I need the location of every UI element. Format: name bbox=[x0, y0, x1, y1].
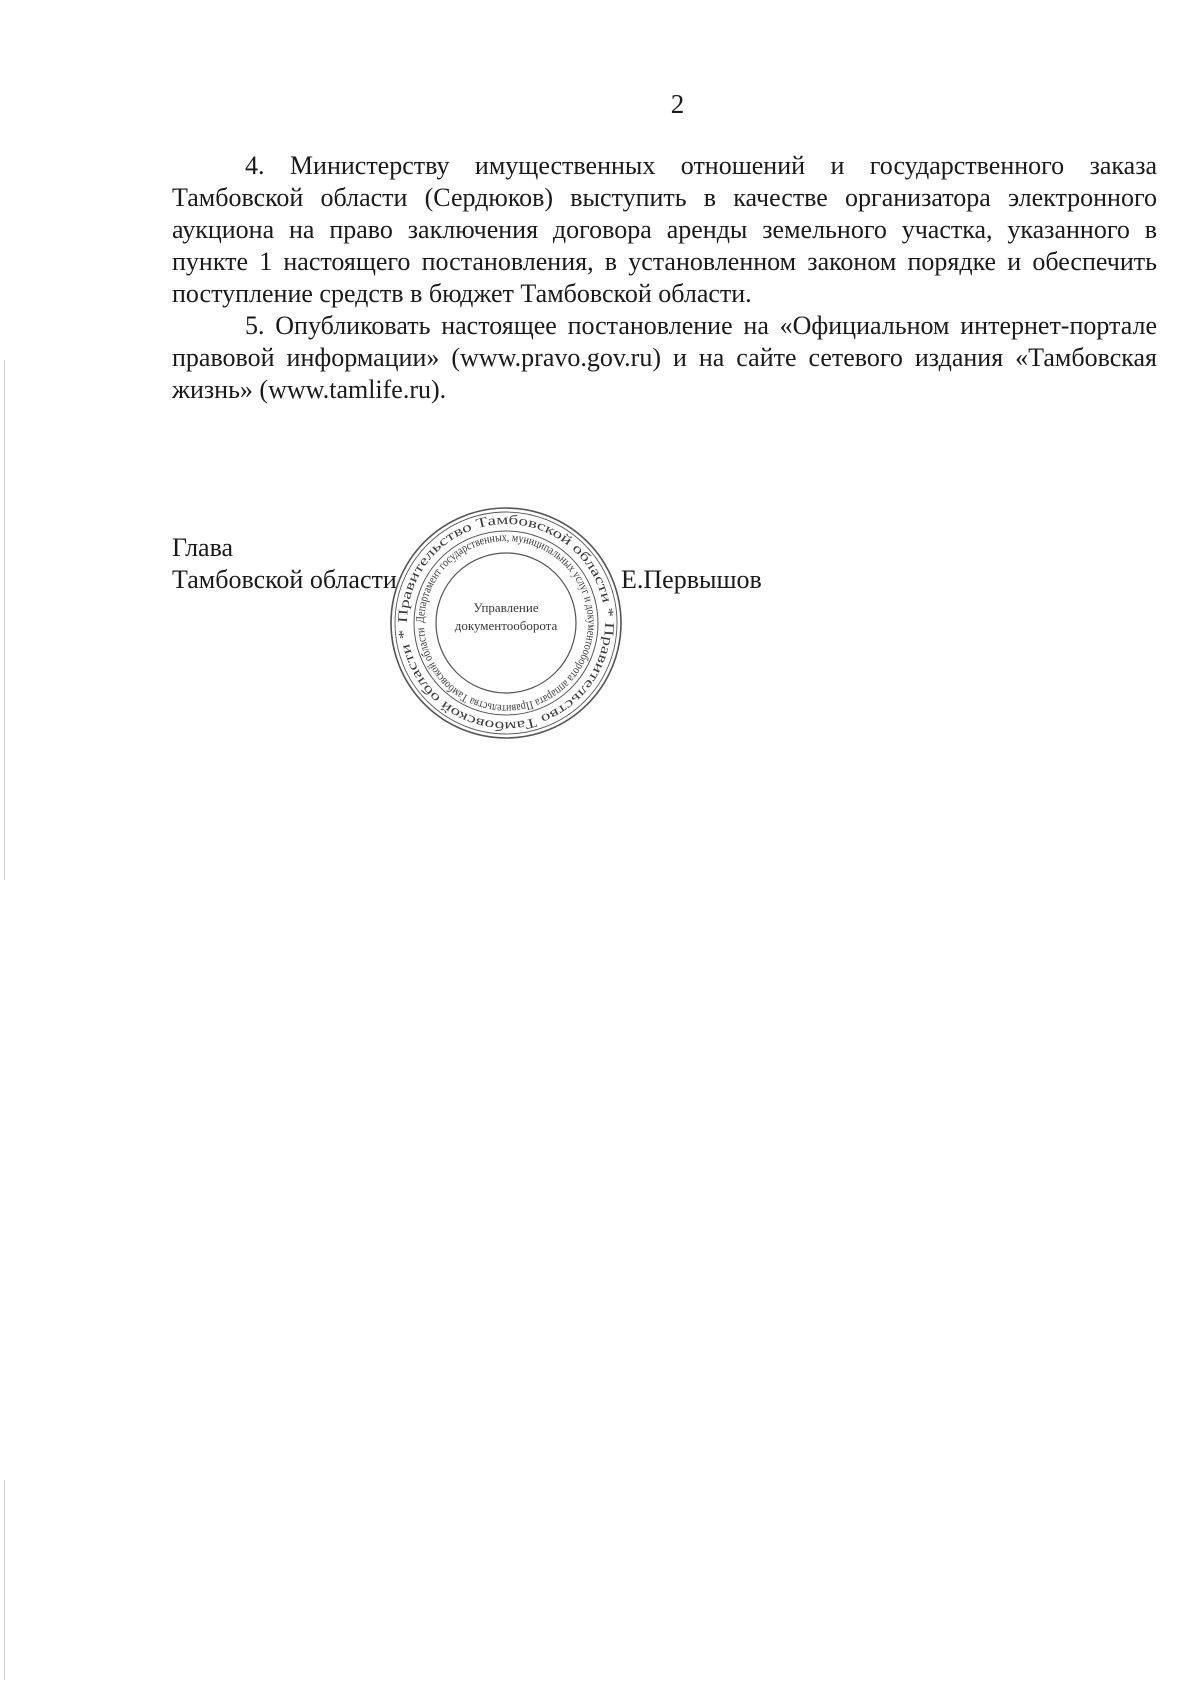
page-number: 2 bbox=[670, 89, 685, 119]
seal-center-line2: документооборота bbox=[454, 618, 558, 633]
signatory-title-line2: Тамбовской области bbox=[172, 565, 397, 594]
document-body bbox=[172, 150, 1157, 406]
seal-middle-ring-text: Департамент государственных, муниципальных услуг и документооборота аппарата Правительства Тамбовской области bbox=[412, 529, 600, 717]
scan-edge-mark bbox=[4, 1480, 5, 1680]
scan-edge-mark bbox=[4, 360, 5, 880]
seal-center-text bbox=[434, 599, 578, 635]
paragraph-5: 5. Опубликовать настоящее постановление на «Официальном интернет-портале правовой информации» (www.pravo.gov.ru) и на сайте сетевого издания «Тамбовская жизнь» (www.tamlife.ru). bbox=[172, 311, 1157, 404]
seal-center-line1: Управление bbox=[473, 600, 539, 615]
seal-outer-ring-text: Правительство Тамбовской области * Правительство Тамбовской области * bbox=[394, 511, 618, 735]
signature-block bbox=[172, 532, 1157, 612]
paragraph-4: 4. Министерству имущественных отношений и государственного заказа Тамбовской области (Сердюков) выступить в качестве организатора электронного аукциона на право заключения договора аренды земельного участка, указанного в пункте 1 настоящего постановления, в установленном законом порядке и обеспечить поступление средств в бюджет Тамбовской области. bbox=[172, 151, 1157, 308]
signatory-title-line1: Глава bbox=[172, 533, 234, 562]
official-seal-stamp bbox=[388, 505, 624, 741]
signatory-name: Е.Первышов bbox=[621, 565, 762, 594]
